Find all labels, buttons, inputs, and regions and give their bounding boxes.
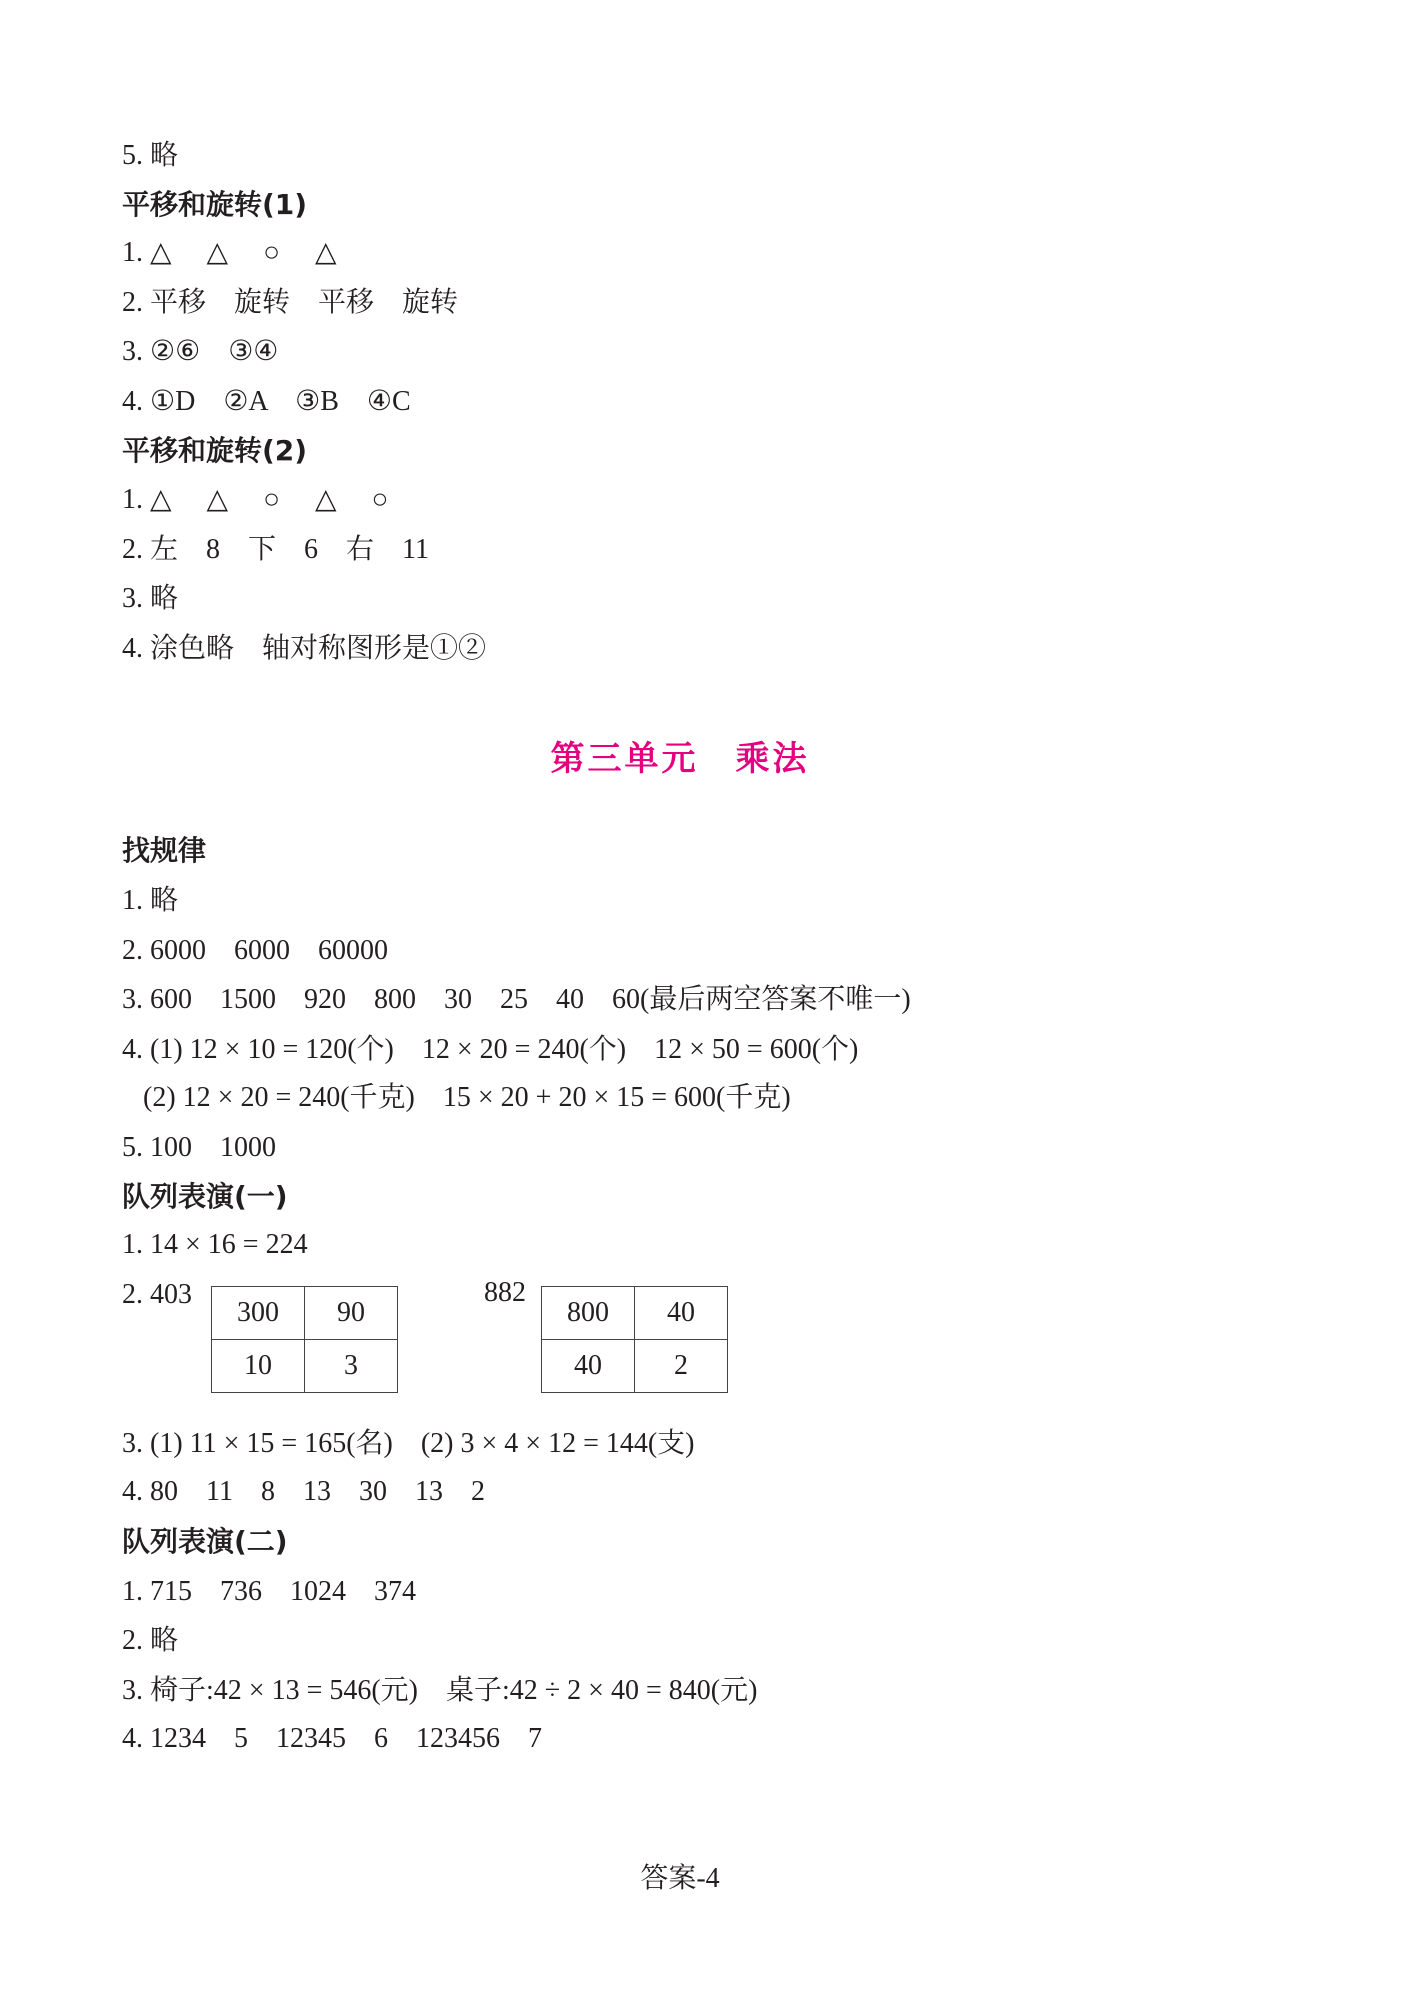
answer-label-882: 882	[484, 1277, 526, 1308]
answer-line: 1. △ △ ○ △ ○	[122, 484, 389, 515]
section-heading: 平移和旋转(1)	[122, 188, 308, 221]
answer-line: 1. 715 736 1024 374	[122, 1576, 417, 1607]
answer-line: 3. 椅子:42 × 13 = 546(元) 桌子:42 ÷ 2 × 40 = 840(元)	[122, 1675, 758, 1706]
answer-line: 4. 涂色略 轴对称图形是①②	[122, 633, 487, 664]
answer-line: 2. 平移 旋转 平移 旋转	[122, 287, 459, 318]
answer-line: 3. 略	[122, 583, 179, 614]
table-cell: 40	[542, 1340, 635, 1393]
answer-line: 1. 略	[122, 885, 179, 916]
answer-line: 2. 左 8 下 6 右 11	[122, 534, 429, 565]
section-heading: 队列表演(一)	[122, 1180, 288, 1213]
answer-line: 2. 403	[122, 1279, 192, 1310]
table-cell: 90	[305, 1287, 398, 1340]
table-cell: 40	[635, 1287, 728, 1340]
answer-line: 3. 600 1500 920 800 30 25 40 60(最后两空答案不唯一)	[122, 984, 911, 1015]
area-model-table-882	[541, 1286, 728, 1393]
section-heading: 队列表演(二)	[122, 1525, 288, 1558]
answer-line: 4. ①D ②A ③B ④C	[122, 386, 411, 417]
unit-title: 第三单元 乘法	[550, 739, 810, 779]
answer-line: 4. (1) 12 × 10 = 120(个) 12 × 20 = 240(个) 12 × 50 = 600(个)	[122, 1034, 859, 1065]
answer-line: 1. 14 × 16 = 224	[122, 1229, 308, 1260]
answer-line: 1. △ △ ○ △	[122, 237, 337, 268]
section-heading: 找规律	[122, 834, 207, 867]
table-cell: 3	[305, 1340, 398, 1393]
answer-line: 2. 略	[122, 1625, 179, 1656]
table-cell: 800	[542, 1287, 635, 1340]
table-cell: 10	[212, 1340, 305, 1393]
answer-line: 4. 80 11 8 13 30 13 2	[122, 1476, 485, 1507]
table-cell: 300	[212, 1287, 305, 1340]
section-heading: 平移和旋转(2)	[122, 434, 308, 467]
answer-line: 5. 略	[122, 140, 179, 171]
area-model-table-403	[211, 1286, 398, 1393]
answer-line: 5. 100 1000	[122, 1132, 277, 1163]
answer-line: 3. ②⑥ ③④	[122, 336, 279, 367]
page-number: 答案-4	[640, 1863, 720, 1894]
table-cell: 2	[635, 1340, 728, 1393]
answer-line: (2) 12 × 20 = 240(千克) 15 × 20 + 20 × 15 = 600(千克)	[122, 1082, 791, 1113]
answer-line: 3. (1) 11 × 15 = 165(名) (2) 3 × 4 × 12 = 144(支)	[122, 1428, 695, 1459]
answer-line: 2. 6000 6000 60000	[122, 935, 389, 966]
answer-line: 4. 1234 5 12345 6 123456 7	[122, 1723, 543, 1754]
